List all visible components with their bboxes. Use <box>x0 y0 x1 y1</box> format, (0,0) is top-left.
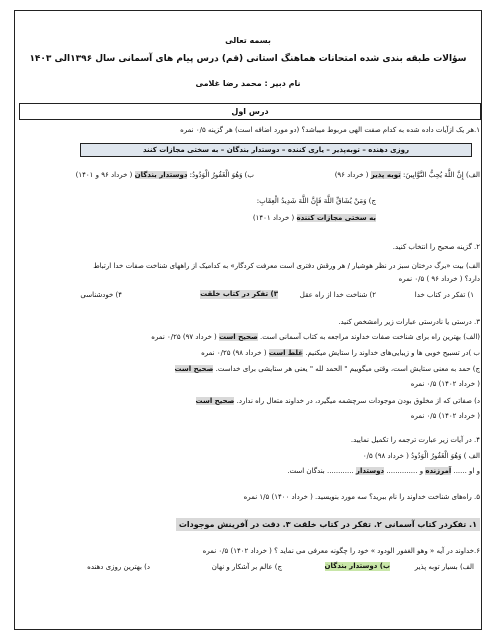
q6-option-b: ب) دوستدار بندگان <box>324 562 390 570</box>
q3-c-answer: صحیح است <box>174 365 214 373</box>
q2-option-4: ۴) خودشناسی <box>80 291 122 299</box>
q2-option-1: ۱) تفکر در کتاب خدا <box>414 291 474 299</box>
q3-b-text: ب )در تسبیح خوبی ها و زیبایی‌های خداوند را ستایش میکنیم. <box>305 349 480 357</box>
q4-text: ۴. در آیات زیر عبارت ترجمه را تکمیل نمایید. <box>350 436 480 444</box>
q6-option-a: الف) بسیار توبه پذیر <box>414 563 474 571</box>
q3-item-d <box>196 397 480 406</box>
q6-option-d: د) بهترین روزی دهنده <box>87 563 150 571</box>
q3-item-a <box>151 333 480 342</box>
teacher-name: نام دبیر : محمد رضا غلامی <box>195 79 301 88</box>
q1-item-c: ج) وَمَنْ يُشَاقِّ اللَّهَ فَإِنَّ اللَّهَ شَدِيدُ الْعِقَابِ: <box>256 197 376 205</box>
q3-text: ۳. درستی یا نادرستی عبارات زیر رامشخص کنید. <box>338 318 480 326</box>
q6-option-c: ج) عالم بر آشکار و نهان <box>211 563 282 571</box>
q1-options: روزی دهنده – توبه‌پذیر – یاری کننده – دوستدار بندگان – به سختی مجازات کنند <box>142 146 410 154</box>
q2-option-3: ۳) تفکر در کتاب خلقت <box>200 290 278 298</box>
q2-option-2: ۲) شناخت خدا از راه عقل <box>299 291 376 299</box>
q3-b-answer: غلط است <box>268 349 304 357</box>
q2-line1: الف) بیت «برگ درختان سبز در نظر هوشیار / هر ورقش دفتری است معرفت کردگار» به کدامیک از راههای شناخت صفات خدا ارتباط <box>93 262 480 270</box>
q6-text: ۶.خداوند در آیه « وهو الغفور الودود » خود را چگونه معرفی می نماید ؟ ( خرداد ۱۴۰۲) ۰/۵ نمره <box>202 547 480 555</box>
q4-b-part2: و .............. <box>386 467 424 475</box>
q5-answer: ۱. تفکردر کتاب آسمانی ۲. تفکر در کتاب خلقت ۳. دقت در آفرینش موجودات <box>176 518 480 531</box>
q3-b-suffix: ( خرداد ۹۸) ۰/۲۵ نمره <box>201 349 267 357</box>
q4-item-a: الف ) وَهُوَ الْغَفُورُ الْوَدُودُ ( خرداد ۹۸) ۰/۵ <box>362 452 480 460</box>
q1-a-answer: توبه پذیر <box>370 171 401 179</box>
q3-d-suffix: ( خرداد ۱۴۰۲) ۰/۵ نمره <box>410 412 480 420</box>
q1-b-answer: دوستدار بندگان <box>134 171 188 179</box>
q4-b-answer2: دوستدار <box>355 467 385 475</box>
q2-text: ۲. گزینه صحیح را انتخاب کنید. <box>392 243 480 251</box>
q1-c-suffix: ( خرداد ۱۴۰۱) <box>252 214 295 222</box>
q4-item-b <box>287 467 480 476</box>
q1-b-prefix: ب) وَهُوَ الْغَفُورُ الْوَدُودُ: <box>189 171 254 179</box>
q3-a-text: (الف) بهترین راه برای شناخت صفات خداوند مراجعه به کتاب آسمانی است. <box>260 333 480 341</box>
q1-item-c-answer-line <box>253 214 376 223</box>
q1-text: ۱.هر یک ازآیات داده شده به کدام صفت الهی مربوط میباشد؟ (دو مورد اضافه است) هر گزینه ۰/۵ نمره <box>180 126 480 134</box>
q5-text: ۵. راه‌های شناخت خداوند را نام ببرید؟ سه مورد بنویسید. ( خرداد ۱۴۰۰) ۱/۵ نمره <box>243 493 480 501</box>
q1-c-answer: به سختی مجازات کننده <box>296 214 376 222</box>
lesson-title: درس اول <box>231 107 269 116</box>
q4-b-part3: ............ بندگان است. <box>287 467 354 475</box>
q3-d-answer: صحیح است <box>195 397 235 405</box>
q1-a-prefix: الف) إِنَّ اللَّهَ يُحِبُّ التَّوَّابِينَ: <box>402 171 480 179</box>
q3-c-text: ج) حمد به معنی ستایش است، وقتی میگوییم " الحمد لله " یعنی هر ستایشی برای خداست. <box>215 365 480 373</box>
q3-a-suffix: ( خرداد ۹۷) ۰/۲۵ نمره <box>151 333 217 341</box>
q3-item-c <box>175 365 480 374</box>
q4-b-part1: و او ...... <box>453 467 480 475</box>
q3-item-b <box>201 349 480 358</box>
q4-b-answer1: آمرزنده <box>425 467 452 475</box>
q2-line2: دارد؟ ( خرداد ۹۶ ) ۰/۵ نمره <box>398 275 480 283</box>
q1-a-suffix: ( خرداد ۹۶) <box>334 171 369 179</box>
q3-d-text: د) صفاتی که از مخلوق بودن موجودات سرچشمه میگیرد، در خداوند متعال راه ندارد. <box>236 397 480 405</box>
bismillah: بسمه تعالی <box>225 36 271 45</box>
document-title: سؤالات طبقه بندی شده امتحانات هماهنگ استانی (قم) درس پیام های آسمانی سال ۱۳۹۶الی ۱۴۰۳ <box>29 54 467 64</box>
q1-item-a <box>335 171 480 180</box>
q3-c-suffix: ( خرداد ۱۴۰۲) ۰/۵ نمره <box>410 380 480 388</box>
q3-a-answer: صحیح است <box>218 333 258 341</box>
q1-b-suffix: ( خرداد ۹۶ و ۱۴۰۱) <box>75 171 133 179</box>
q1-item-b <box>76 171 254 180</box>
